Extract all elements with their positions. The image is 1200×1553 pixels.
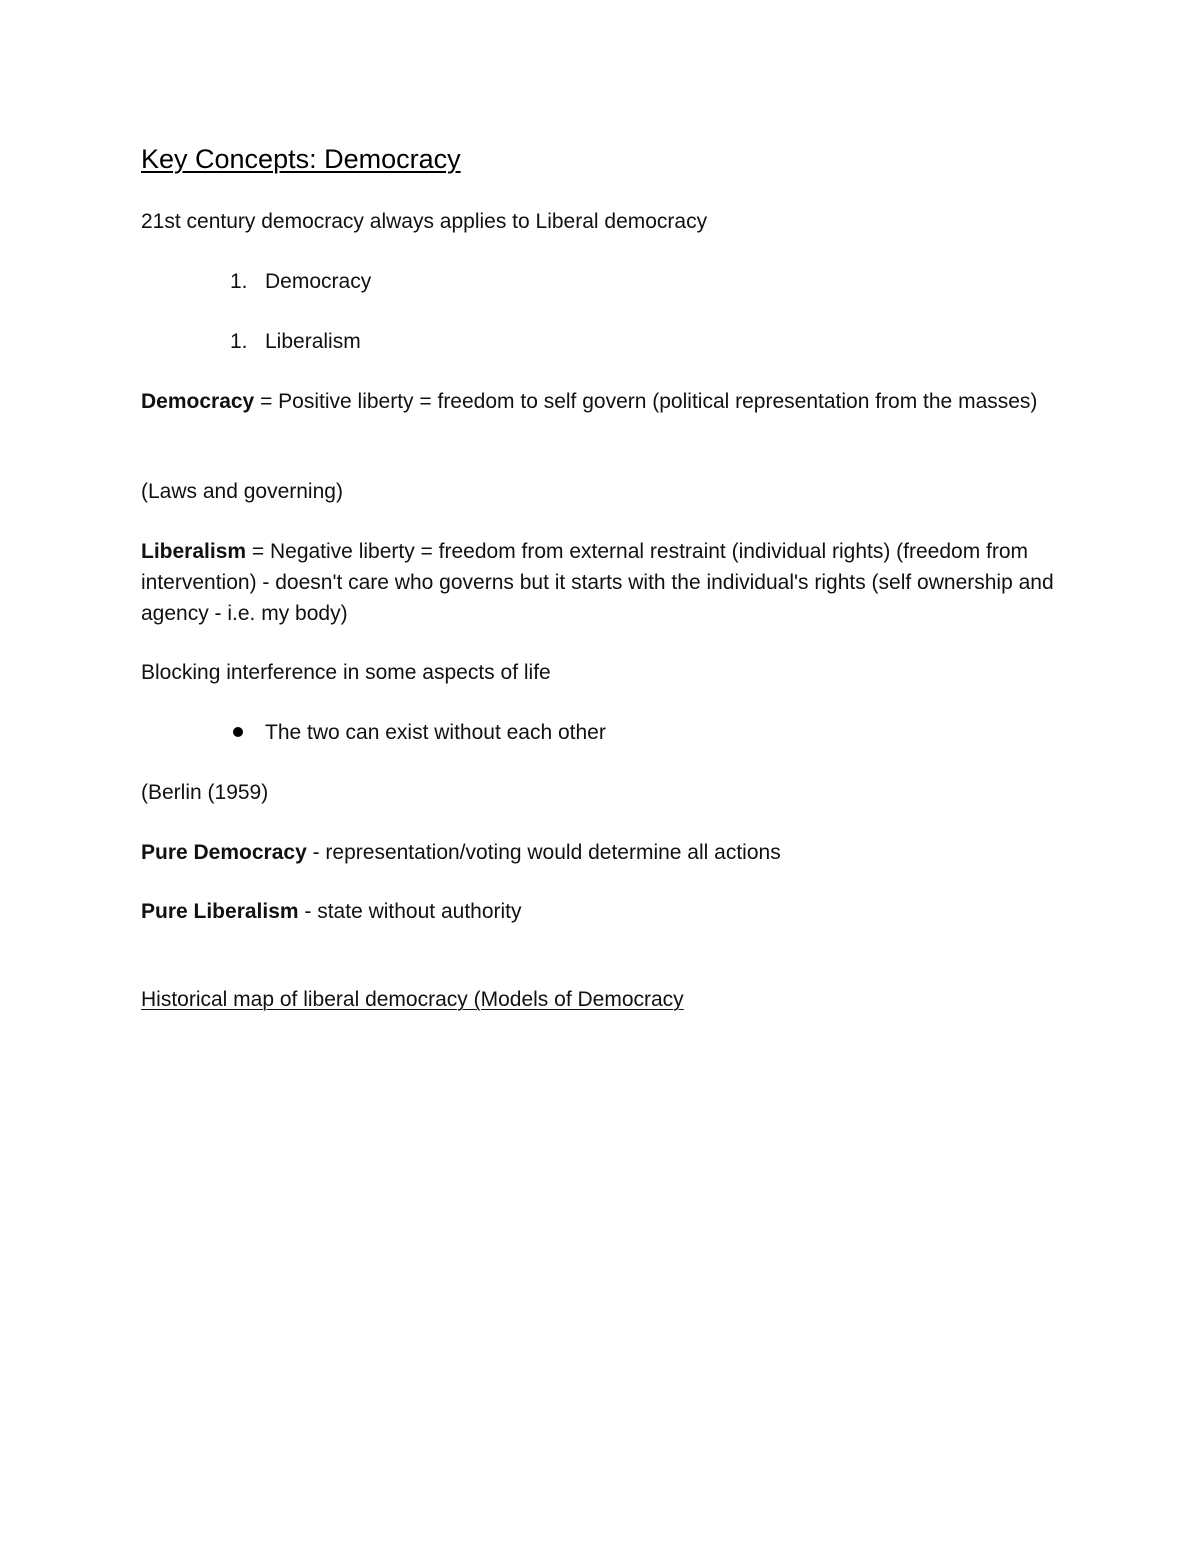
definition-text: - representation/voting would determine all actions — [306, 841, 781, 864]
definition-term: Pure Liberalism — [141, 900, 299, 923]
list-item-text: Liberalism — [265, 330, 361, 353]
berlin-reference: (Berlin (1959) — [141, 781, 269, 804]
list-item-text: Democracy — [265, 270, 372, 293]
numbered-list-item — [230, 326, 361, 357]
pure-democracy-definition — [141, 837, 1061, 868]
numbered-list-item — [230, 266, 371, 297]
bullet-icon — [233, 727, 243, 737]
democracy-definition — [141, 386, 1061, 417]
definition-term: Democracy — [141, 390, 255, 413]
definition-text: - state without authority — [298, 900, 522, 923]
bullet-list-item — [230, 717, 606, 748]
pure-liberalism-definition — [141, 896, 1061, 927]
liberalism-definition — [141, 536, 1061, 629]
list-number: 1. — [230, 270, 248, 293]
definition-term: Pure Democracy — [141, 841, 307, 864]
intro-paragraph: 21st century democracy always applies to Liberal democracy — [141, 210, 708, 233]
definition-text: = Negative liberty = freedom from external restraint (individual rights) (freedom from intervention) - doesn't care who governs but it starts with the individual's rights (self ownership and agency - i.e. my body) — [141, 540, 1054, 625]
page-title: Key Concepts: Democracy — [141, 144, 461, 174]
blocking-note: Blocking interference in some aspects of life — [141, 661, 551, 684]
definition-term: Liberalism — [141, 540, 247, 563]
definition-text: = Positive liberty = freedom to self govern (political representation from the masses) — [254, 390, 1038, 413]
laws-note: (Laws and governing) — [141, 480, 343, 503]
historical-map-link[interactable]: Historical map of liberal democracy (Models of Democracy — [141, 988, 684, 1011]
historical-map-link-line — [141, 984, 1061, 1015]
list-item-text: The two can exist without each other — [265, 721, 606, 744]
list-number: 1. — [230, 330, 248, 353]
